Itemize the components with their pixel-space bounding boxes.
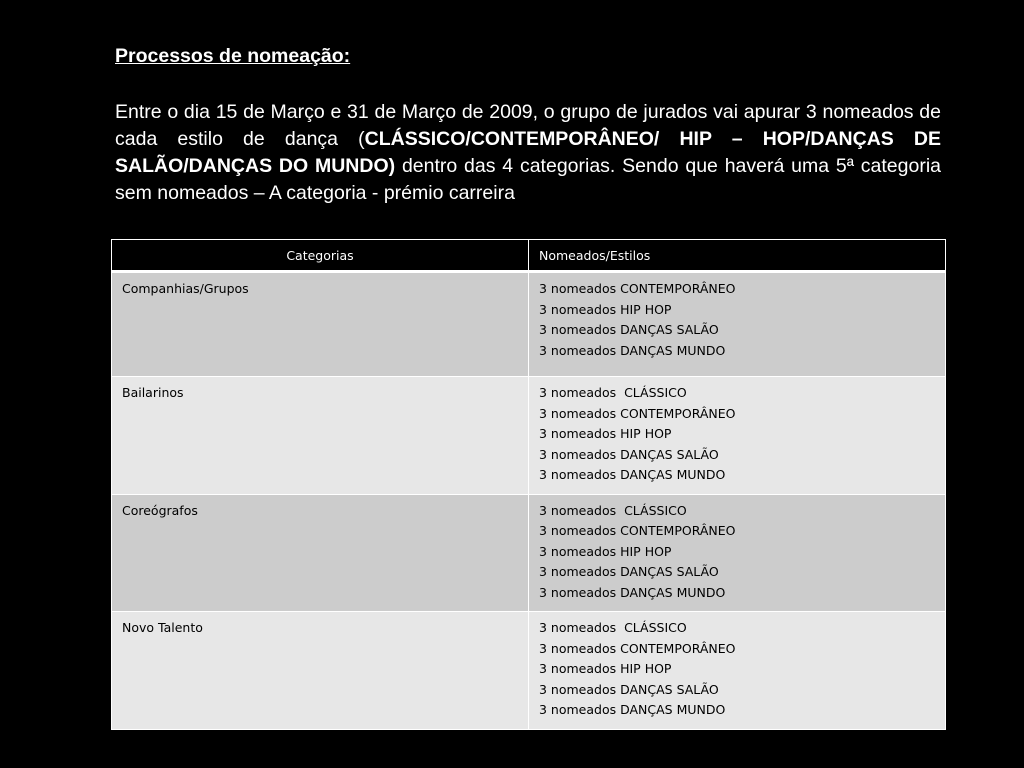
intro-text-end: dentro das 4 categorias. Sendo que haverá uma 5ª categoria sem nomeados – A categoria - prémio carreira: [115, 155, 941, 204]
style-line: 3 nomeados DANÇAS MUNDO: [539, 702, 726, 717]
style-line: 3 nomeados HIP HOP: [539, 426, 672, 441]
style-line: 3 nomeados DANÇAS MUNDO: [539, 467, 726, 482]
style-line: 3 nomeados CLÁSSICO: [539, 620, 687, 635]
style-line: 3 nomeados CONTEMPORÂNEO: [539, 405, 736, 421]
styles-cell: [529, 494, 946, 612]
style-line: 3 nomeados DANÇAS SALÃO: [539, 564, 719, 579]
category-cell: [112, 377, 529, 495]
header-categorias: Categorias: [112, 240, 529, 272]
intro-text-start: Entre o dia 15 de Março e 31 de Março de 2009, o grupo de jurados vai apurar 3 nomeados de cada estilo de dança (: [115, 101, 941, 150]
category-name: Bailarinos: [122, 385, 184, 400]
style-line: 3 nomeados CONTEMPORÂNEO: [539, 523, 736, 538]
style-line: 3 nomeados HIP HOP: [539, 301, 672, 317]
table-header-row: [112, 240, 946, 272]
table-row: [112, 377, 946, 495]
styles-cell: [529, 612, 946, 730]
intro-dance-styles: CLÁSSICO/CONTEMPORÂNEO/ HIP – HOP/DANÇAS DE SALÃO/DANÇAS DO MUNDO): [115, 128, 942, 177]
category-name: Novo Talento: [122, 620, 203, 635]
categories-table: [111, 239, 946, 730]
category-name: Coreógrafos: [122, 502, 198, 518]
table-row: [112, 612, 946, 730]
style-line: 3 nomeados DANÇAS SALÃO: [539, 446, 719, 462]
style-line: 3 nomeados HIP HOP: [539, 543, 672, 559]
style-line: 3 nomeados CONTEMPORÂNEO: [539, 281, 736, 296]
style-line: 3 nomeados DANÇAS MUNDO: [539, 342, 726, 358]
style-line: 3 nomeados CLÁSSICO: [539, 385, 687, 400]
style-line: 3 nomeados DANÇAS SALÃO: [539, 681, 719, 697]
styles-cell: [529, 272, 946, 377]
style-line: 3 nomeados CONTEMPORÂNEO: [539, 640, 736, 656]
table-row: [112, 494, 946, 612]
style-line: 3 nomeados DANÇAS SALÃO: [539, 322, 719, 337]
category-cell: [112, 612, 529, 730]
page-title: Processos de nomeação:: [115, 45, 351, 67]
category-name: Companhias/Grupos: [122, 281, 249, 296]
category-cell: [112, 272, 529, 377]
category-cell: [112, 494, 529, 612]
style-line: 3 nomeados DANÇAS MUNDO: [539, 584, 726, 600]
header-nomeados-estilos: Nomeados/Estilos: [529, 240, 946, 272]
intro-paragraph: [115, 99, 941, 207]
style-line: 3 nomeados HIP HOP: [539, 661, 672, 676]
style-line: 3 nomeados CLÁSSICO: [539, 502, 687, 518]
table-row: [112, 272, 946, 377]
styles-cell: [529, 377, 946, 495]
